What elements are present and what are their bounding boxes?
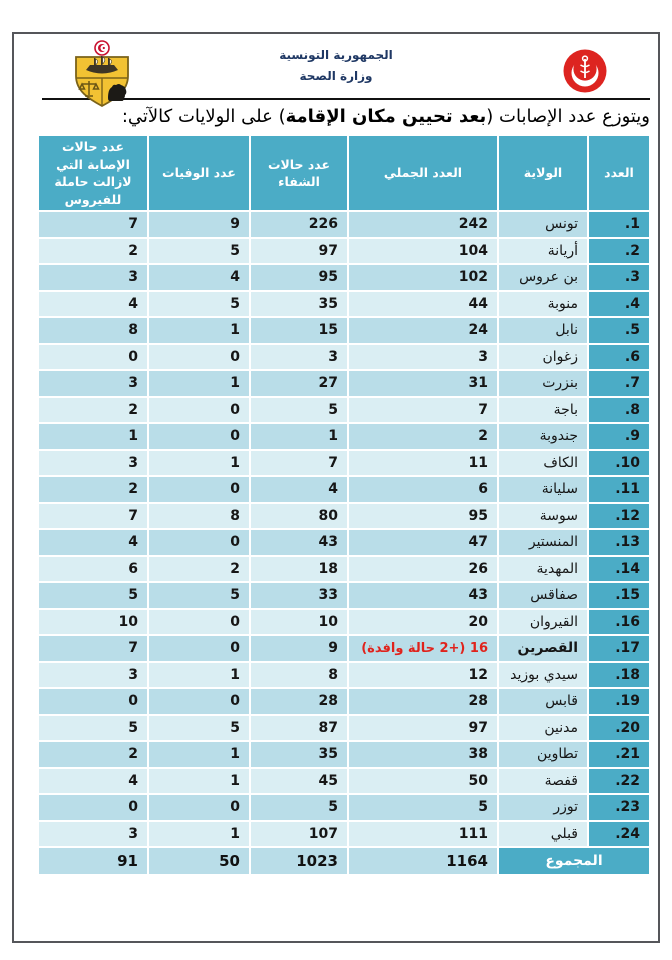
active-cell: 3 [38,370,148,397]
total-cell: 28 [348,688,498,715]
active-cell: 4 [38,291,148,318]
wilaya-cell: القصرين [498,635,588,662]
table-header [38,135,650,211]
table-row [38,476,650,503]
wilaya-cell: سوسة [498,503,588,530]
deaths-cell: 8 [148,503,250,530]
recovered-cell: 35 [250,291,348,318]
table-row [38,397,650,424]
table-row [38,238,650,265]
total-cell: 7 [348,397,498,424]
table-row [38,211,650,238]
deaths-cell: 0 [148,635,250,662]
deaths-cell: 0 [148,794,250,821]
table-row [38,794,650,821]
total-cell: 43 [348,582,498,609]
rank-cell: 17. [588,635,650,662]
table-row [38,741,650,768]
total-cell: 47 [348,529,498,556]
deaths-cell: 5 [148,291,250,318]
table-row [38,609,650,636]
active-cell: 7 [38,503,148,530]
total-cell: 16 (+2 حالة وافدة) [348,635,498,662]
deaths-cell: 0 [148,397,250,424]
deaths-cell: 4 [148,264,250,291]
table-row [38,503,650,530]
table-row [38,529,650,556]
table-row [38,662,650,689]
rank-cell: 9. [588,423,650,450]
document-page [12,32,660,943]
total-cell: 31 [348,370,498,397]
deaths-cell: 0 [148,688,250,715]
deaths-cell: 5 [148,582,250,609]
wilaya-cell: بنزرت [498,370,588,397]
rank-cell: 11. [588,476,650,503]
active-cell: 3 [38,662,148,689]
rank-cell: 10. [588,450,650,477]
active-cell: 10 [38,609,148,636]
deaths-cell: 1 [148,821,250,848]
wilaya-cell: مدنين [498,715,588,742]
table-row [38,291,650,318]
wilaya-cell: جندوبة [498,423,588,450]
recovered-cell: 7 [250,450,348,477]
deaths-cell: 0 [148,423,250,450]
total-cell: 111 [348,821,498,848]
rank-cell: 8. [588,397,650,424]
letterhead [14,34,658,100]
total-cell: 26 [348,556,498,583]
wilaya-cell: صفاقس [498,582,588,609]
col-header-total: العدد الجملي [348,135,498,211]
active-cell: 2 [38,741,148,768]
active-cell: 2 [38,397,148,424]
wilaya-cell: أريانة [498,238,588,265]
deaths-cell: 1 [148,370,250,397]
wilaya-cell: باجة [498,397,588,424]
total-cell: 44 [348,291,498,318]
wilaya-cell: نابل [498,317,588,344]
total-cell: 97 [348,715,498,742]
active-cell: 5 [38,715,148,742]
grand-deaths-cell: 50 [148,847,250,875]
wilaya-cell: سليانة [498,476,588,503]
active-cell: 3 [38,821,148,848]
table-row [38,768,650,795]
rank-cell: 5. [588,317,650,344]
wilaya-cell: الكاف [498,450,588,477]
wilaya-cell: قبلي [498,821,588,848]
total-cell: 50 [348,768,498,795]
wilaya-cell: توزر [498,794,588,821]
deaths-cell: 1 [148,450,250,477]
total-cell: 24 [348,317,498,344]
recovered-cell: 8 [250,662,348,689]
recovered-cell: 27 [250,370,348,397]
col-header-wilaya: الولاية [498,135,588,211]
recovered-cell: 43 [250,529,348,556]
table-row [38,582,650,609]
active-cell: 8 [38,317,148,344]
wilaya-cell: قابس [498,688,588,715]
active-cell: 5 [38,582,148,609]
grand-active-cell: 91 [38,847,148,875]
total-cell: 11 [348,450,498,477]
deaths-cell: 5 [148,715,250,742]
recovered-cell: 95 [250,264,348,291]
grand-total-cell: 1164 [348,847,498,875]
rank-cell: 2. [588,238,650,265]
recovered-cell: 80 [250,503,348,530]
rank-cell: 24. [588,821,650,848]
rank-cell: 21. [588,741,650,768]
active-cell: 4 [38,529,148,556]
recovered-cell: 15 [250,317,348,344]
active-cell: 0 [38,688,148,715]
table-row [38,688,650,715]
rank-cell: 22. [588,768,650,795]
recovered-cell: 45 [250,768,348,795]
recovered-cell: 10 [250,609,348,636]
table-row [38,450,650,477]
wilaya-cell: تطاوين [498,741,588,768]
wilaya-cell: المنستير [498,529,588,556]
wilaya-cell: تونس [498,211,588,238]
recovered-cell: 35 [250,741,348,768]
deaths-cell: 1 [148,768,250,795]
title-bold-segment: بعد تحيين مكان الإقامة [285,106,487,127]
recovered-cell: 97 [250,238,348,265]
total-cell: 242 [348,211,498,238]
col-header-recovered: عدد حالات الشفاء [250,135,348,211]
table-row [38,264,650,291]
table-row [38,344,650,371]
col-header-deaths: عدد الوفيات [148,135,250,211]
title-prefix: ويتوزع عدد الإصابات ( [486,106,650,127]
active-cell: 2 [38,238,148,265]
active-cell: 7 [38,211,148,238]
active-cell: 1 [38,423,148,450]
col-header-active: عدد حالات الإصابة التي لازالت حاملة للفيروس [38,135,148,211]
total-cell: 104 [348,238,498,265]
rank-cell: 1. [588,211,650,238]
recovered-cell: 28 [250,688,348,715]
active-cell: 4 [38,768,148,795]
deaths-cell: 2 [148,556,250,583]
total-cell: 38 [348,741,498,768]
recovered-cell: 5 [250,397,348,424]
recovered-cell: 18 [250,556,348,583]
rank-cell: 19. [588,688,650,715]
rank-cell: 15. [588,582,650,609]
deaths-cell: 0 [148,344,250,371]
active-cell: 6 [38,556,148,583]
recovered-cell: 226 [250,211,348,238]
table-row [38,556,650,583]
rank-cell: 12. [588,503,650,530]
wilaya-cell: القيروان [498,609,588,636]
wilaya-cell: قفصة [498,768,588,795]
table-row [38,821,650,848]
active-cell: 2 [38,476,148,503]
wilaya-cell: سيدي بوزيد [498,662,588,689]
rank-cell: 16. [588,609,650,636]
wilaya-cell: بن عروس [498,264,588,291]
rank-cell: 13. [588,529,650,556]
table-row [38,715,650,742]
recovered-cell: 3 [250,344,348,371]
wilaya-cell: منوبة [498,291,588,318]
rank-cell: 3. [588,264,650,291]
recovered-cell: 9 [250,635,348,662]
republic-name: الجمهورية التونسية [279,48,393,62]
active-cell: 3 [38,264,148,291]
deaths-cell: 1 [148,662,250,689]
active-cell: 7 [38,635,148,662]
total-cell: 2 [348,423,498,450]
wilaya-cell: المهدية [498,556,588,583]
recovered-cell: 87 [250,715,348,742]
deaths-cell: 9 [148,211,250,238]
col-header-rank: العدد [588,135,650,211]
total-cell: 102 [348,264,498,291]
total-cell: 95 [348,503,498,530]
rank-cell: 23. [588,794,650,821]
tunisia-coat-of-arms-icon [70,40,134,110]
rank-cell: 7. [588,370,650,397]
deaths-cell: 0 [148,529,250,556]
rank-cell: 14. [588,556,650,583]
total-cell: 5 [348,794,498,821]
ministry-name: وزارة الصحة [299,69,373,83]
grand-recovered-cell: 1023 [250,847,348,875]
cases-by-governorate-table [37,134,651,876]
table-row [38,317,650,344]
wilaya-cell: زغوان [498,344,588,371]
ministry-of-health-logo-icon [562,48,608,94]
deaths-cell: 0 [148,609,250,636]
total-cell: 12 [348,662,498,689]
rank-cell: 6. [588,344,650,371]
rank-cell: 20. [588,715,650,742]
active-cell: 0 [38,344,148,371]
deaths-cell: 5 [148,238,250,265]
recovered-cell: 5 [250,794,348,821]
table-row [38,635,650,662]
deaths-cell: 1 [148,741,250,768]
recovered-cell: 1 [250,423,348,450]
total-label-cell: المجموع [498,847,650,875]
table-footer [38,847,650,875]
recovered-cell: 4 [250,476,348,503]
recovered-cell: 33 [250,582,348,609]
table-row [38,370,650,397]
rank-cell: 18. [588,662,650,689]
title-suffix: ) على الولايات كالآتي: [121,106,286,127]
total-cell: 20 [348,609,498,636]
table-row [38,423,650,450]
total-cell: 6 [348,476,498,503]
active-cell: 0 [38,794,148,821]
total-row [38,847,650,875]
recovered-cell: 107 [250,821,348,848]
total-cell: 3 [348,344,498,371]
active-cell: 3 [38,450,148,477]
deaths-cell: 1 [148,317,250,344]
rank-cell: 4. [588,291,650,318]
deaths-cell: 0 [148,476,250,503]
